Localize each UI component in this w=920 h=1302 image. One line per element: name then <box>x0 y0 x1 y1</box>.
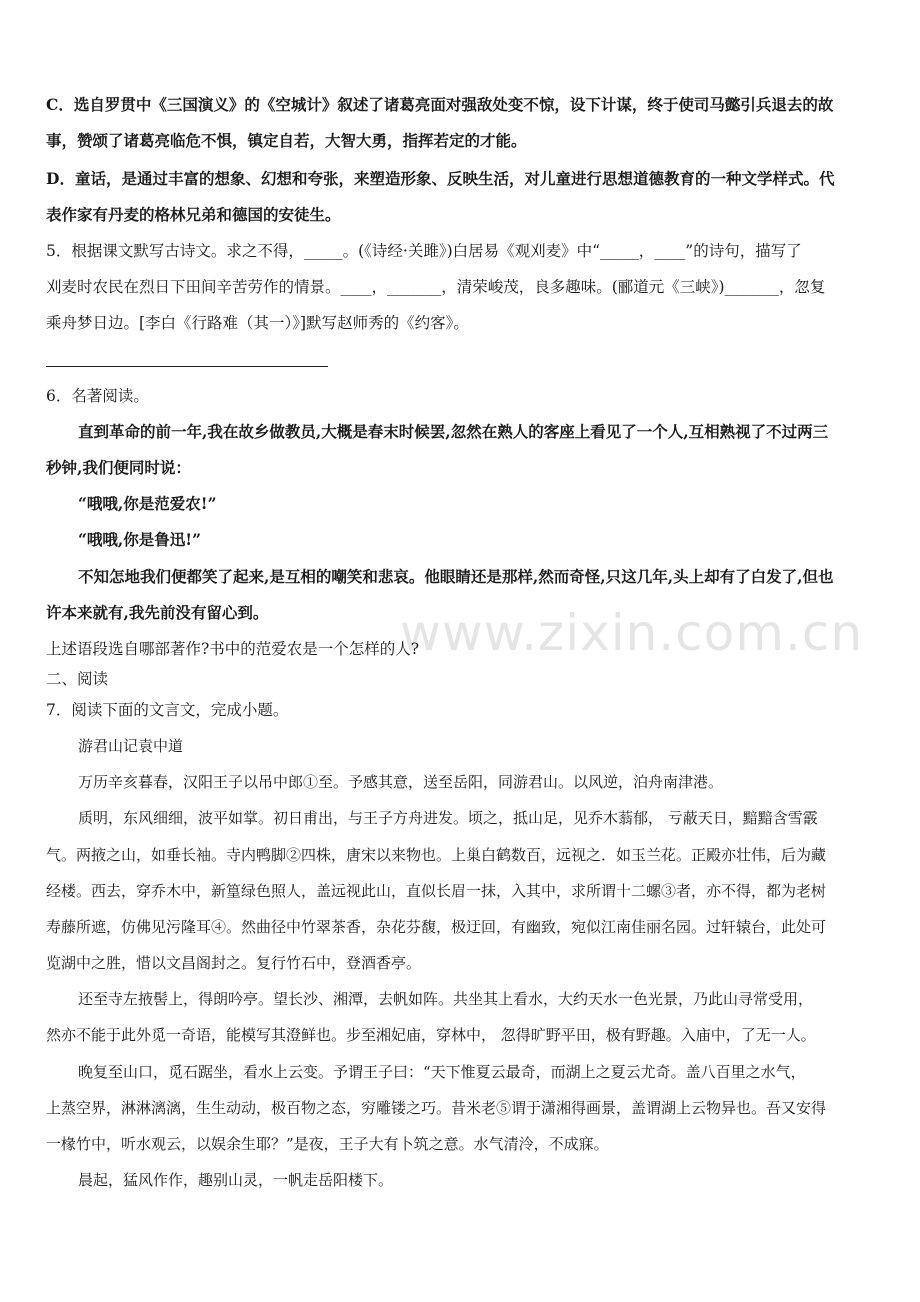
passage-7-para-4-line-3: 一椽竹中，听水观云，以娱余生耶？”是夜，王子大有卜筑之意。水气清泠，不成寐。 <box>46 1135 609 1153</box>
passage-7-title: 游君山记袁中道 <box>78 737 184 755</box>
passage-7-para-2-line-5: 览湖中之胜，惜以文昌阁封之。复行竹石中，登酒香亭。 <box>46 954 422 972</box>
passage-7-para-1: 万历辛亥暮春，汉阳王子以吊中郎①至。予感其意，送至岳阳，同游君山。以风逆，泊舟南津港。 <box>78 773 724 791</box>
passage-7-para-2-line-3: 经楼。西去，穿乔木中，新篁绿色照人，盖远视此山，直似长眉一抹，入其中，求所谓十二螺③者，亦不得，都为老树 <box>46 882 827 900</box>
option-c-line-2: 事，赞颂了诸葛亮临危不惧，镇定自若，大智大勇，指挥若定的才能。 <box>46 131 527 150</box>
question-7-heading: 7．阅读下面的文言文，完成小题。 <box>46 701 289 719</box>
passage-6-line-2: 秒钟,我们便同时说： <box>46 458 191 477</box>
option-d-line-1: D．童话，是通过丰富的想象、幻想和夸张，来塑造形象、反映生活，对儿童进行思想道德教育的一种文学样式。代 <box>46 169 835 188</box>
answer-line <box>46 366 328 367</box>
passage-7-para-4-line-1: 晚复至山口，觅石踞坐，看水上云变。予谓王子曰：“天下惟夏云最奇，而湖上之夏云尤奇。盖八百里之水气， <box>78 1063 806 1081</box>
passage-6-line-3: “哦哦,你是范爱农!” <box>78 494 217 513</box>
passage-6-line-5: 不知怎地我们便都笑了起来,是互相的嘲笑和悲哀。他眼睛还是那样,然而奇怪,只这几年,头上却有了白发了,但也 <box>78 567 834 586</box>
option-d-line-2: 表作家有丹麦的格林兄弟和德国的安徒生。 <box>46 205 341 224</box>
passage-6-line-4: “哦哦,你是鲁迅!” <box>78 530 202 549</box>
passage-7-para-2-line-1: 质明，东风细细，波平如掌。初日甫出，与王子方舟进发。顷之，抵山足，见乔木蓊郁， 亏蔽天日，黯黯含雪霰 <box>78 809 818 827</box>
section-2-heading: 二、阅读 <box>46 670 109 688</box>
question-5-line-2: 刈麦时农民在烈日下田间辛苦劳作的情景。____，_______，清荣峻茂，良多趣味。(郦道元《三峡》)_______，忽复 <box>46 278 826 296</box>
passage-7-para-3-line-2: 然亦不能于此外觅一奇语，能模写其澄鲜也。步至湘妃庙，穿林中， 忽得旷野平田，极有野趣。入庙中，了无一人。 <box>46 1026 816 1044</box>
question-6-ask: 上述语段选自哪部著作?书中的范爱农是一个怎样的人? <box>46 640 420 658</box>
passage-6-line-1: 直到革命的前一年,我在故乡做教员,大概是春末时候罢,忽然在熟人的客座上看见了一个人,互相熟视了不过两三 <box>78 422 829 441</box>
passage-7-para-5: 晨起，猛风作作，趣别山灵，一帆走岳阳楼下。 <box>78 1171 394 1189</box>
watermark: www.zixin.com.cn <box>400 604 864 662</box>
question-5-line-1: 5．根据课文默写古诗文。求之不得，_____。(《诗经·关雎》)白居易《观刈麦》中“_____，____”的诗句，描写了 <box>46 242 802 260</box>
passage-6-line-6: 许本来就有,我先前没有留心到。 <box>46 603 269 622</box>
option-c-line-1 <box>46 95 880 115</box>
passage-7-para-4-line-2: 上蒸空界，淋淋漓漓，生生动动，极百物之态，穷雕镂之巧。昔米老⑤谓于潇湘得画景，盖谓湖上云物异也。吾又安得 <box>46 1099 827 1117</box>
passage-7-para-3-line-1: 还至寺左掖髻上，得朗吟亭。望长沙、湘潭，去帆如阵。共坐其上看水，大约天水一色光景，乃此山寻常受用， <box>78 990 814 1008</box>
question-5-line-3: 乘舟梦日边。[李白《行路难（其一）》]默写赵师秀的《约客》。 <box>46 314 469 332</box>
passage-7-para-2-line-2: 气。两掖之山，如垂长袖。寺内鸭脚②四株，唐宋以来物也。上巢白鹤数百，远视之．如玉兰花。正殿亦壮伟，后为藏 <box>46 846 827 864</box>
passage-7-para-2-line-4: 寿藤所遮，仿佛见污隆耳④。然曲径中竹翠茶香，杂花芬馥，极迂回，有幽致，宛似江南佳丽名园。过轩辕台，此处可 <box>46 918 827 936</box>
option-c-text: C．选自罗贯中《三国演义》的《空城计》叙述了诸葛亮面对强敌处变不惊，设下计谋，终于使司马懿引兵退去的故 <box>46 95 834 114</box>
question-6-heading: 6．名著阅读。 <box>46 387 149 405</box>
